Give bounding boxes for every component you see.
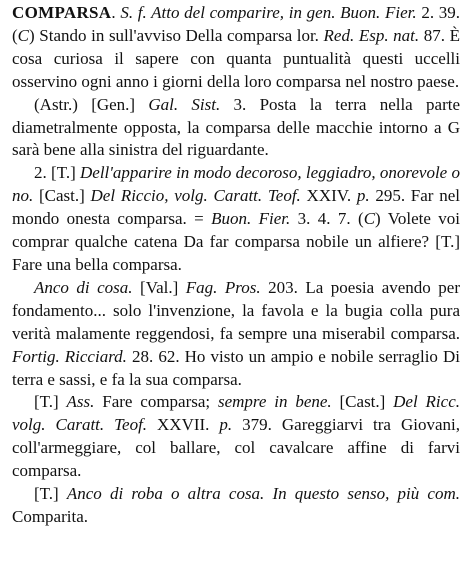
italic-text-run: Red. Esp. nat.: [323, 25, 420, 45]
roman-numeral-run: XXIV.: [300, 186, 357, 206]
italic-text-run: S. f. Atto del comparire, in gen. Buon. Fier.: [120, 3, 417, 22]
paragraph-text: [12, 163, 460, 274]
of-goods-paragraph: [12, 483, 460, 529]
text-run: 2. 39. (: [12, 3, 461, 45]
absolute-use-paragraph: [12, 391, 460, 483]
text-run: [T.]: [34, 484, 67, 504]
italic-text-run: Fag. Pros.: [185, 277, 261, 297]
roman-numeral-run: XXVII.: [147, 415, 220, 435]
paragraph-text: [12, 392, 460, 480]
italic-text-run: C: [363, 209, 376, 229]
astronomy-sense-paragraph: [12, 94, 460, 163]
text-run: [Cast.]: [331, 392, 394, 412]
text-run: 28. 62. Ho visto un ampio e nobile serraglio Di terra e sassi, e fa la sua comparsa.: [12, 346, 461, 389]
text-run: Comparita.: [12, 506, 89, 526]
text-run: [Cast.]: [33, 186, 91, 206]
entry-headword: COMPARSA: [12, 3, 112, 22]
italic-text-run: Gal. Sist.: [148, 94, 221, 114]
text-run: 295. Far nel mondo onesta comparsa. =: [12, 186, 460, 229]
dictionary-entry: [12, 2, 460, 529]
italic-text-run: p.: [219, 415, 233, 435]
italic-text-run: Dell'apparire in modo decoroso, leggiadro, onorevole o no.: [12, 163, 460, 206]
italic-text-run: Anco di cosa.: [34, 277, 133, 297]
text-run: [T.]: [34, 392, 67, 412]
text-run: ) Stando in sull'avviso Della comparsa lor.: [29, 25, 324, 45]
italic-text-run: C: [17, 25, 30, 45]
text-run: Fare comparsa;: [94, 392, 218, 412]
italic-text-run: p.: [356, 186, 370, 206]
paragraph-text: [12, 95, 460, 160]
text-run: 203. La poesia avendo per fondamento... solo l'invenzione, la favola e la bugia colla pura verità malamente reggendosi, fa sempre una miserabil comparsa.: [12, 277, 460, 343]
italic-text-run: Ass.: [66, 392, 95, 412]
text-run: .: [111, 3, 121, 22]
italic-text-run: Del Riccio, volg. Caratt. Teof.: [90, 186, 301, 206]
text-run: ) Volete voi comprar qualche catena Da far comparsa nobile un alfiere? [T.] Fare una bella comparsa.: [12, 209, 460, 274]
paragraph-text: [12, 484, 460, 526]
text-run: 3. 4. 7. (: [290, 209, 364, 229]
text-run: 3. Posta la terra nella parte diametralmente opposta, la comparsa delle macchie intorno a G sarà bene alla sinistra del riguardante.: [12, 94, 460, 160]
of-things-paragraph: [12, 277, 460, 392]
italic-text-run: sempre in bene.: [217, 392, 332, 412]
text-run: 2. [T.]: [34, 163, 81, 183]
paragraph-text: [12, 278, 460, 389]
italic-text-run: Fortig. Ricciard.: [12, 346, 127, 366]
italic-text-run: Buon. Fier.: [211, 209, 291, 229]
text-run: [Val.]: [132, 277, 186, 297]
sense-2-paragraph: [12, 162, 460, 277]
text-run: 379. Gareggiarvi tra Giovani, coll'armeggiare, col ballare, col cavalcare affine di farvi comparsa.: [12, 415, 460, 481]
entry-definition-paragraph: [12, 2, 460, 94]
italic-text-run: Del Ricc. volg. Caratt. Teof.: [12, 392, 460, 435]
text-run: 87. È cosa curiosa il sapere con quanta puntualità questi uccelli osservino ogni anno i giorni della loro comparsa nel nostro paese.: [12, 25, 461, 91]
italic-text-run: Anco di roba o altra cosa. In questo senso, più com.: [66, 484, 461, 504]
text-run: (Astr.) [Gen.]: [34, 94, 149, 114]
